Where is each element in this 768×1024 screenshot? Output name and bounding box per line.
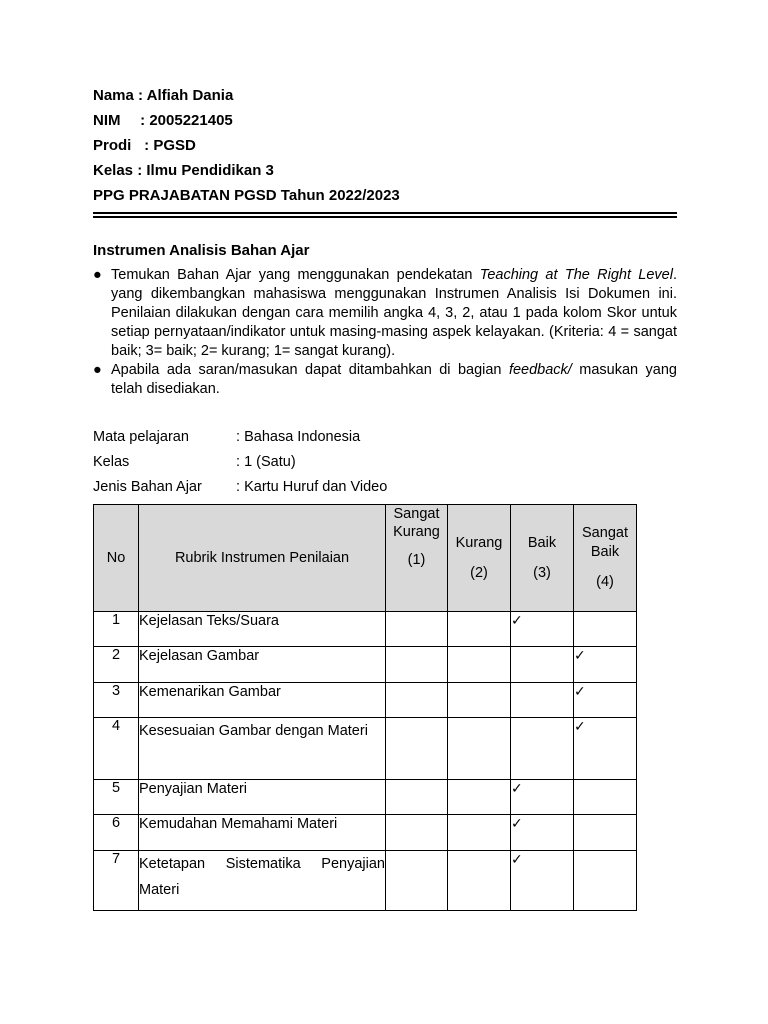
score-cell-3	[511, 612, 574, 647]
score-cell-2	[448, 612, 511, 647]
score-cell-3	[511, 851, 574, 911]
material-type-value: : Kartu Huruf dan Video	[236, 479, 388, 495]
kelas-label: Kelas	[93, 162, 134, 179]
material-info	[93, 427, 387, 502]
row-rubric: Penyajian Materi	[139, 780, 386, 815]
header-k-score: (2)	[470, 565, 488, 581]
table-row	[94, 815, 637, 851]
nim-line	[93, 111, 400, 136]
class-value: : 1 (Satu)	[236, 454, 296, 470]
row-number: 2	[94, 647, 139, 683]
table-row	[94, 780, 637, 815]
header-rubric: Rubrik Instrumen Penilaian	[139, 505, 386, 612]
score-cell-1	[386, 612, 448, 647]
score-cell-1	[386, 718, 448, 780]
row-number: 1	[94, 612, 139, 647]
row-number: 7	[94, 851, 139, 911]
score-cell-4	[574, 851, 637, 911]
score-cell-2	[448, 780, 511, 815]
score-cell-1	[386, 683, 448, 718]
header-baik	[511, 505, 574, 612]
row-rubric: Kejelasan Teks/Suara	[139, 612, 386, 647]
nim-label: NIM	[93, 112, 121, 129]
table-row	[94, 851, 637, 911]
check-icon: ✓	[574, 719, 586, 735]
bullet-dot-icon: ●	[93, 362, 102, 378]
score-cell-2	[448, 718, 511, 780]
table-row	[94, 647, 637, 683]
row-number: 4	[94, 718, 139, 780]
instruction-text-1b: . yang dikembangkan mahasiswa menggunakan Instrumen Analisis Isi Dokumen ini. Penilaian dilakukan dengan cara memilih angka 4, 3, 2, atau 1 pada kolom Skor untuk setiap pernyataan/indikator untuk masing-masing aspek kelayakan. (Kriteria: 4 = sangat baik; 3= baik; 2= kurang; 1= sangat kurang).	[111, 267, 678, 359]
subject-label: Mata pelajaran	[93, 429, 189, 445]
student-info	[93, 86, 400, 211]
score-cell-4	[574, 815, 637, 851]
score-cell-3	[511, 683, 574, 718]
divider-bottom	[93, 216, 677, 218]
header-sangat-kurang	[386, 505, 448, 612]
kelas-line	[93, 161, 400, 186]
prodi-line	[93, 136, 400, 161]
score-cell-1	[386, 851, 448, 911]
material-type-row	[93, 477, 387, 502]
prodi-value: : PGSD	[144, 137, 196, 154]
score-cell-4	[574, 612, 637, 647]
header-b-score: (3)	[533, 565, 551, 581]
instruction-emphasis-2: feedback/	[508, 362, 572, 378]
class-label: Kelas	[93, 454, 130, 470]
table-row	[94, 718, 637, 780]
score-cell-2	[448, 647, 511, 683]
material-type-label: Jenis Bahan Ajar	[93, 479, 202, 495]
score-cell-4	[574, 780, 637, 815]
section-title: Instrumen Analisis Bahan Ajar	[93, 242, 310, 259]
rubric-body	[94, 612, 637, 911]
score-cell-4	[574, 683, 637, 718]
score-cell-2	[448, 815, 511, 851]
name-line	[93, 86, 400, 111]
table-row	[94, 612, 637, 647]
row-number: 3	[94, 683, 139, 718]
row-rubric: Kemudahan Memahami Materi	[139, 815, 386, 851]
nim-value: : 2005221405	[140, 112, 233, 129]
check-icon: ✓	[574, 684, 586, 700]
score-cell-2	[448, 683, 511, 718]
instruction-item	[93, 361, 677, 399]
score-cell-3	[511, 815, 574, 851]
header-sk-line1: Sangat	[393, 506, 440, 522]
header-sb-line1: Sangat	[582, 525, 628, 541]
header-b-line1: Baik	[527, 535, 557, 551]
header-sk-score: (1)	[407, 552, 426, 568]
kelas-value: : Ilmu Pendidikan 3	[137, 162, 274, 179]
header-no: No	[94, 505, 139, 612]
program-line: PPG PRAJABATAN PGSD Tahun 2022/2023	[93, 187, 400, 204]
instruction-text-1a: Temukan Bahan Ajar yang menggunakan pendekatan	[111, 267, 480, 283]
score-cell-3	[511, 780, 574, 815]
check-icon: ✓	[511, 816, 523, 832]
score-cell-4	[574, 718, 637, 780]
instruction-item	[93, 266, 677, 361]
instruction-text-2a: Apabila ada saran/masukan dapat ditambahkan di bagian	[111, 362, 509, 378]
score-cell-4	[574, 647, 637, 683]
header-kurang	[448, 505, 511, 612]
rubric-table	[93, 504, 637, 911]
score-cell-2	[448, 851, 511, 911]
check-icon: ✓	[574, 648, 586, 664]
check-icon: ✓	[511, 781, 523, 797]
divider-top	[93, 212, 677, 214]
score-cell-1	[386, 647, 448, 683]
row-rubric: Kesesuaian Gambar dengan Materi	[139, 718, 386, 780]
score-cell-1	[386, 780, 448, 815]
header-k-line1: Kurang	[455, 535, 503, 551]
row-number: 6	[94, 815, 139, 851]
header-sb-score: (4)	[596, 574, 614, 590]
name-value: : Alfiah Dania	[138, 87, 234, 104]
score-cell-3	[511, 718, 574, 780]
score-cell-3	[511, 647, 574, 683]
header-sk-line2: Kurang	[393, 524, 440, 540]
instruction-emphasis-1: Teaching at The Right Level	[479, 267, 673, 283]
row-rubric: Kejelasan Gambar	[139, 647, 386, 683]
instruction-list	[93, 266, 677, 399]
table-row	[94, 683, 637, 718]
bullet-dot-icon: ●	[93, 267, 102, 283]
instruction-text-2b: masukan yang telah disediakan.	[111, 362, 677, 397]
row-number: 5	[94, 780, 139, 815]
name-label: Nama	[93, 87, 134, 104]
check-icon: ✓	[511, 852, 523, 868]
header-sangat-baik	[574, 505, 637, 612]
table-header-row	[94, 505, 637, 612]
row-rubric: Kemenarikan Gambar	[139, 683, 386, 718]
prodi-label: Prodi	[93, 137, 132, 154]
check-icon: ✓	[511, 613, 523, 629]
header-sb-line2: Baik	[590, 544, 620, 560]
class-row	[93, 452, 387, 477]
subject-row	[93, 427, 387, 452]
score-cell-1	[386, 815, 448, 851]
row-rubric: Ketetapan Sistematika Penyajian Materi	[139, 851, 386, 911]
subject-value: : Bahasa Indonesia	[236, 429, 361, 445]
